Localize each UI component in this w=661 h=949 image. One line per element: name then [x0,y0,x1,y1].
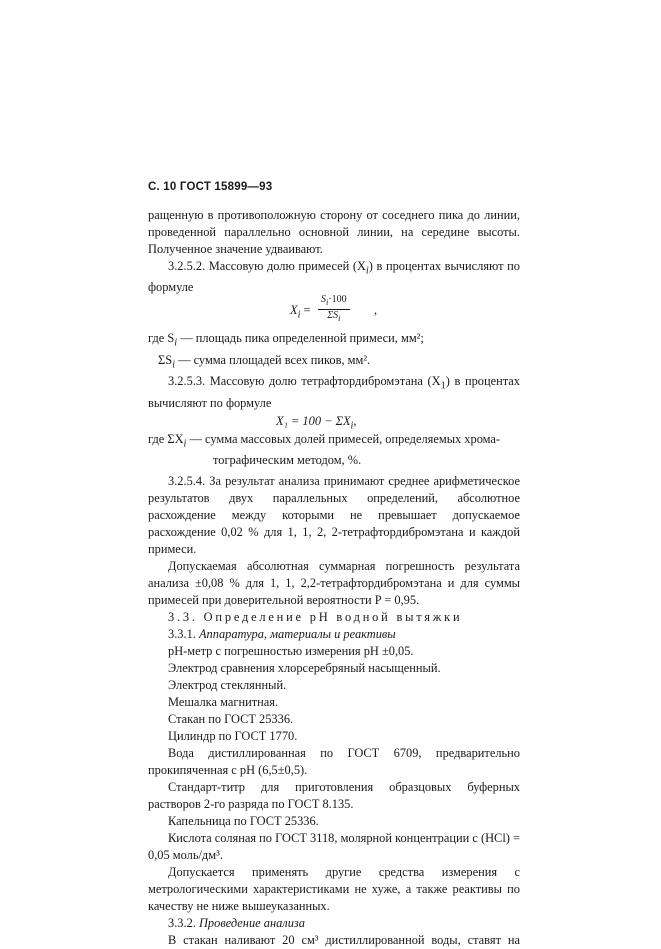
paragraph-titr: Стандарт-титр для приготовления образцовых буферных растворов 2-го разряда по ГОСТ 8.135. [148,780,520,812]
subscript: i [183,438,187,450]
fraction-denominator [318,310,350,325]
paragraph-text: 3.2.5.2. Массовую долю примесей (X [168,259,366,273]
formula-lhs [290,302,311,323]
subscript: i [326,298,329,308]
paragraph-dropper: Капельница по ГОСТ 25336. [168,814,319,829]
equipment-item: Электрод сравнения хлорсеребряный насыщенный. [168,661,441,676]
formula-eq: = [300,303,311,318]
paragraph-3-2-5-2 [148,258,520,296]
formula-body [276,413,357,434]
paragraph-continuation: ращенную в противоположную сторону от соседнего пика до линии, проведенной параллельно основной линии, на середине высоты. Полученное значение удваивают. [148,208,520,256]
page-header: С. 10 ГОСТ 15899—93 [148,181,273,193]
formula-part: ·100 [328,294,347,306]
equipment-list [148,643,520,745]
definition-text: ΣS [158,352,173,367]
paragraph-acid: Кислота соляная по ГОСТ 3118, молярной концентрации c (HCl) = 0,05 моль/дм³. [148,831,520,863]
section-number: 3.3.1. [168,627,199,642]
section-3-3-heading: 3.3. Определение pH водной вытяжки [168,610,463,625]
subscript: i [297,309,301,321]
paragraph-procedure: В стакан наливают 20 см³ дистиллированной воды, ставят на [168,933,520,948]
paragraph-text: ) в процентах вычисляют по формуле [148,259,520,295]
subscript: i [338,314,341,324]
paragraph-error: Допускаемая абсолютная суммарная погрешность результата анализа ±0,08 % для 1, 1, 2,2-тетрафтордибромэтана и для суммы примесей при доверительной вероятности P = 0,95. [148,559,520,608]
document-body [148,207,520,949]
section-3-3-1-heading [148,626,520,643]
formula-text: X₁ = 100 − ΣX [276,413,351,428]
section-number: 3.3.2. [168,916,199,931]
paragraph-3-2-5-4: 3.2.5.4. За результат анализа принимают среднее арифметическое результатов двух параллельных определений, абсолютное расхождение между которыми не превышает допускаемое расхождение 0,02 % для 1, 1, 2, 2-тетрафтордибромэтана и каждой примеси. [148,474,520,557]
formula-x1 [148,412,520,431]
paragraph-3-2-5-3 [148,373,520,411]
formula-var: S [321,294,326,306]
section-title: Аппаратура, материалы и реактивы [198,627,396,642]
formula-var: X [290,303,298,318]
definition-si [148,330,520,351]
formula-var: ΣS [327,310,339,322]
formula-xi [148,296,520,330]
equipment-item: Стакан по ГОСТ 25336. [168,712,294,727]
formula-comma: , [374,303,378,318]
paragraph-text: ) в процентах вычисляют по формуле [148,374,521,410]
subscript: i [365,265,369,277]
formula-fraction [318,294,350,325]
definition-text: — сумма массовых долей примесей, определяемых хрома- [186,431,501,446]
paragraph-allowance: Допускается применять другие средства измерения с метрологическими характеристиками не хуже, а также реактивы по качеству не ниже вышеуказанных. [148,865,520,914]
definition-text: где S [148,331,175,346]
subscript: i [174,337,178,349]
definition-sum-si [148,352,520,373]
equipment-item: Электрод стеклянный. [168,678,287,693]
paragraph-text: 3.2.5.3. Массовую долю тетрафтордибромэтана (X [168,374,441,389]
definition-text: — сумма площадей всех пиков, мм². [174,352,371,367]
section-3-3-2-heading [148,915,520,932]
paragraph-water: Вода дистиллированная по ГОСТ 6709, предварительно прокипяченная с pH (6,5±0,5). [148,746,520,778]
subscript: i [172,359,175,371]
definition-text: — площадь пика определенной примеси, мм²; [177,331,424,346]
definition-text: где ΣX [148,431,184,446]
section-title: Проведение анализа [198,916,305,931]
equipment-item: pH-метр с погрешностью измерения pH ±0,05. [168,644,414,659]
subscript: 1 [440,380,446,392]
fraction-numerator [318,294,350,310]
formula-comma: , [353,413,357,428]
equipment-item: Мешалка магнитная. [168,695,279,710]
equipment-item: Цилиндр по ГОСТ 1770. [168,729,298,744]
definition-continuation: тографическим методом, %. [213,453,362,468]
subscript: i [350,420,354,432]
